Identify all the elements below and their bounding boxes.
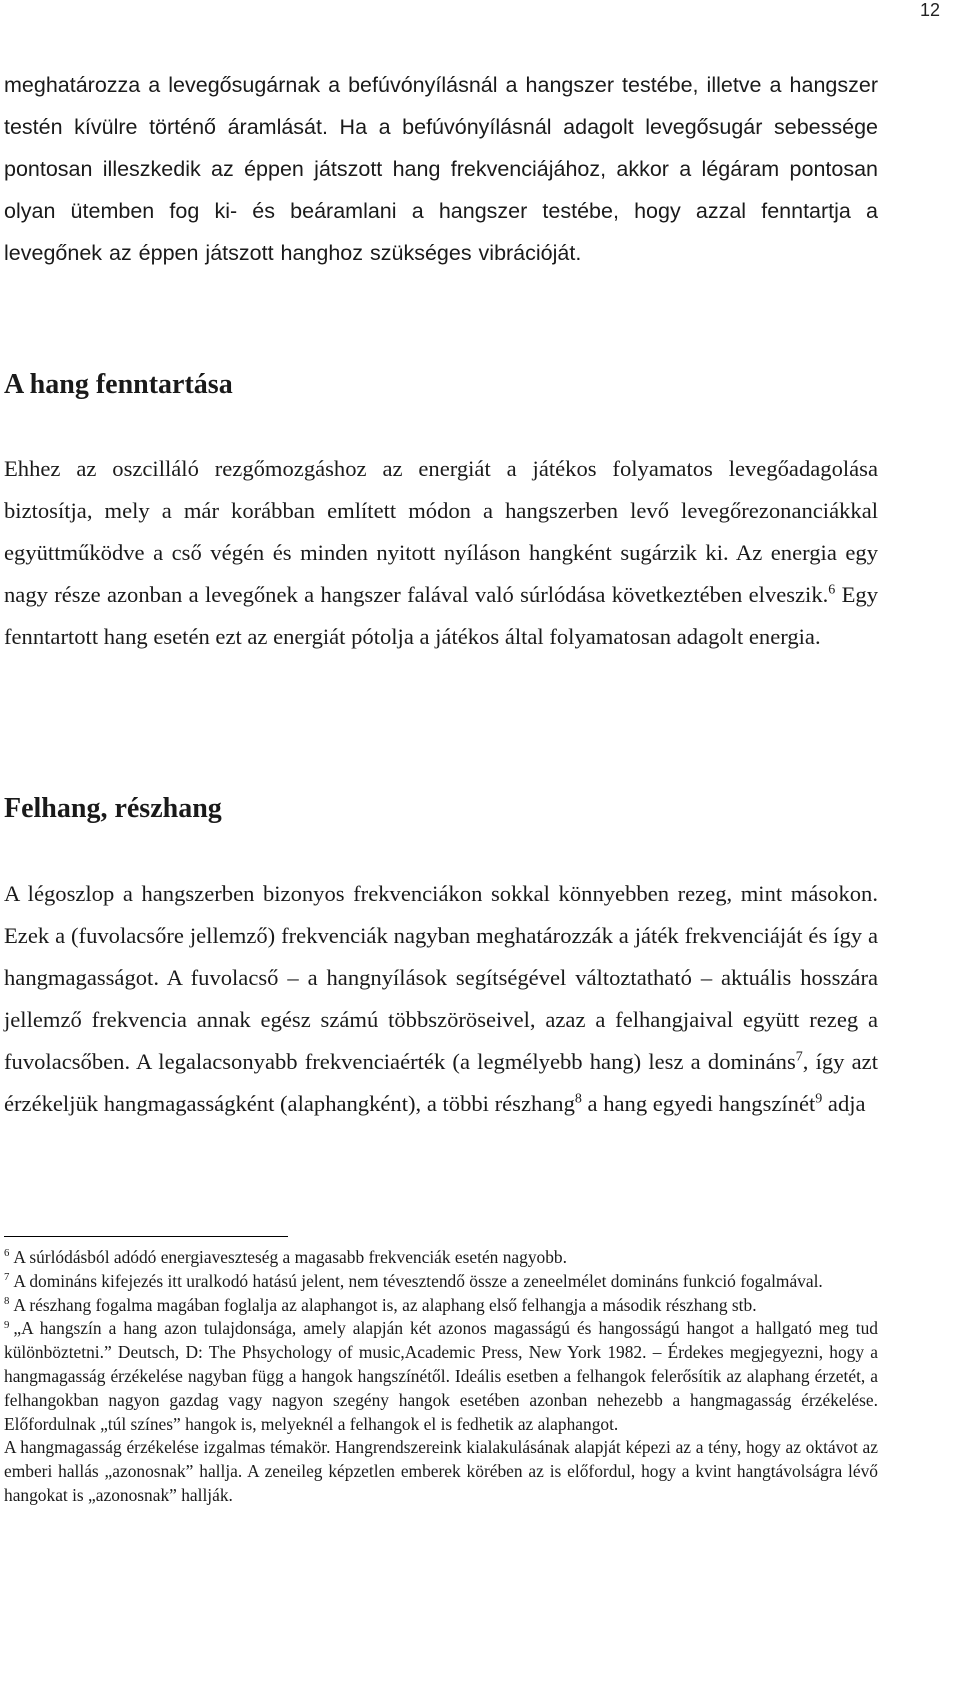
paragraph-text: Egy fenntartott hang esetén ezt az energiát pótolja a játékos által folyamatosan adagolt energia. xyxy=(4,582,879,649)
footnote-6 xyxy=(4,1246,878,1270)
footnote-ref-9[interactable]: 9 xyxy=(815,1091,823,1107)
footnote-ref-6[interactable]: 6 xyxy=(828,582,836,598)
page-number: 12 xyxy=(919,0,940,20)
footnote-9 xyxy=(4,1317,878,1436)
paragraph-text: a hang egyedi hangszínét xyxy=(581,1091,816,1116)
footnote-ref-8[interactable]: 8 xyxy=(574,1091,582,1107)
footnotes xyxy=(4,1246,878,1508)
paragraph-text: Ehhez az oszcilláló rezgőmozgáshoz az energiát a játékos folyamatos levegőadagolása biztosítja, mely a már korábban említett módon a hangszerben levő levegőrezonanciákkal együttműködve a cső végén és minden nyitott nyíláson hangként sugárzik ki. Az energia egy nagy része azonban a levegőnek a hangszer falával való súrlódása következtében elveszik. xyxy=(4,456,878,607)
paragraph-text: A légoszlop a hangszerben bizonyos frekvenciákon sokkal könnyebben rezeg, mint másokon. Ezek a (fuvolacsőre jellemző) frekvenciák nagyban meghatározzák a játék frekvenciáját és így a hangmagasságot. A fuvolacső – a hangnyílások segítségével változtatható – aktuális hosszára jellemző frekvencia annak egész számú többszöröseivel, azaz a felhangjaival együtt rezeg a fuvolacsőben. A legalacsonyabb frekvenciaérték (a legmélyebb hang) lesz a domináns xyxy=(4,881,878,1074)
footnote-text: A súrlódásból adódó energiaveszteség a magasabb frekvenciák esetén nagyobb. xyxy=(13,1247,567,1267)
heading-sustaining-sound: A hang fenntartása xyxy=(4,369,233,400)
footnote-text: A részhang fogalma magában foglalja az alaphangot is, az alaphang első felhangja a második részhang stb. xyxy=(13,1294,757,1315)
footnote-mark: 7 xyxy=(4,1271,10,1283)
paragraph-energy xyxy=(4,448,878,658)
footnote-mark: 8 xyxy=(4,1294,10,1307)
footnote-separator xyxy=(4,1236,288,1237)
footnote-text: A hangmagasság érzékelése izgalmas témakör. Hangrendszereink kialakulásának alapját képezi az a tény, hogy az oktávot az emberi hallás „azonosnak” hallja. A zeneileg képzetlen emberek körében az is előfordul, hogy a kvint hangtávolságra lévő hangokat is „azonosnak” hallják. xyxy=(4,1437,878,1505)
footnote-mark: 6 xyxy=(4,1247,10,1260)
paragraph-intro: meghatározza a levegősugárnak a befúvónyílásnál a hangszer testébe, illetve a hangszer testén kívülre történő áramlását. Ha a befúvónyílásnál adagolt levegősugár sebessége pontosan illeszkedik az éppen játszott hang frekvenciájához, akkor a légáram pontosan olyan ütemben fog ki- és beáramlani a hangszer testébe, hogy azzal fenntartja a levegőnek az éppen játszott hanghoz szükséges vibrációját. xyxy=(4,73,878,265)
footnote-text: A domináns kifejezés itt uralkodó hatású jelent, nem tévesztendő össze a zeneelmélet domináns funkció fogalmával. xyxy=(13,1270,823,1291)
paragraph-text: adja xyxy=(822,1091,866,1116)
footnote-mark: 9 xyxy=(4,1318,10,1331)
footnote-9-continued xyxy=(4,1436,878,1507)
footnote-ref-7[interactable]: 7 xyxy=(795,1049,803,1065)
footnote-7 xyxy=(4,1270,878,1294)
footnote-text: „A hangszín a hang azon tulajdonsága, amely alapján két azonos magasságú és hangosságú hangot a hallgató meg tud különböztetni.” Deutsch, D: The Phsychology of music,Academic Press, New York 1982. – Érdekes megjegyezni, hogy a hangmagasság érzékelése nagyban függ a hangok hangszínétől. Ideális esetben a felhangok felerősítik az alaphang érzetét, a felhangokban nagyon gazdag vagy nagyon szegény hangok esetében azonban nehezebb a hangmagasság érzékelése. Előfordulnak „túl színes” hangok is, melyeknél a felhangok el is fedhetik az alaphangot. xyxy=(4,1318,878,1434)
paragraph-text: , így azt érzékeljük hangmagasságként (alaphangként), a többi részhang xyxy=(4,1049,878,1116)
paragraph-air-column xyxy=(4,873,878,1125)
heading-overtones: Felhang, részhang xyxy=(4,793,222,824)
footnote-8 xyxy=(4,1294,878,1318)
